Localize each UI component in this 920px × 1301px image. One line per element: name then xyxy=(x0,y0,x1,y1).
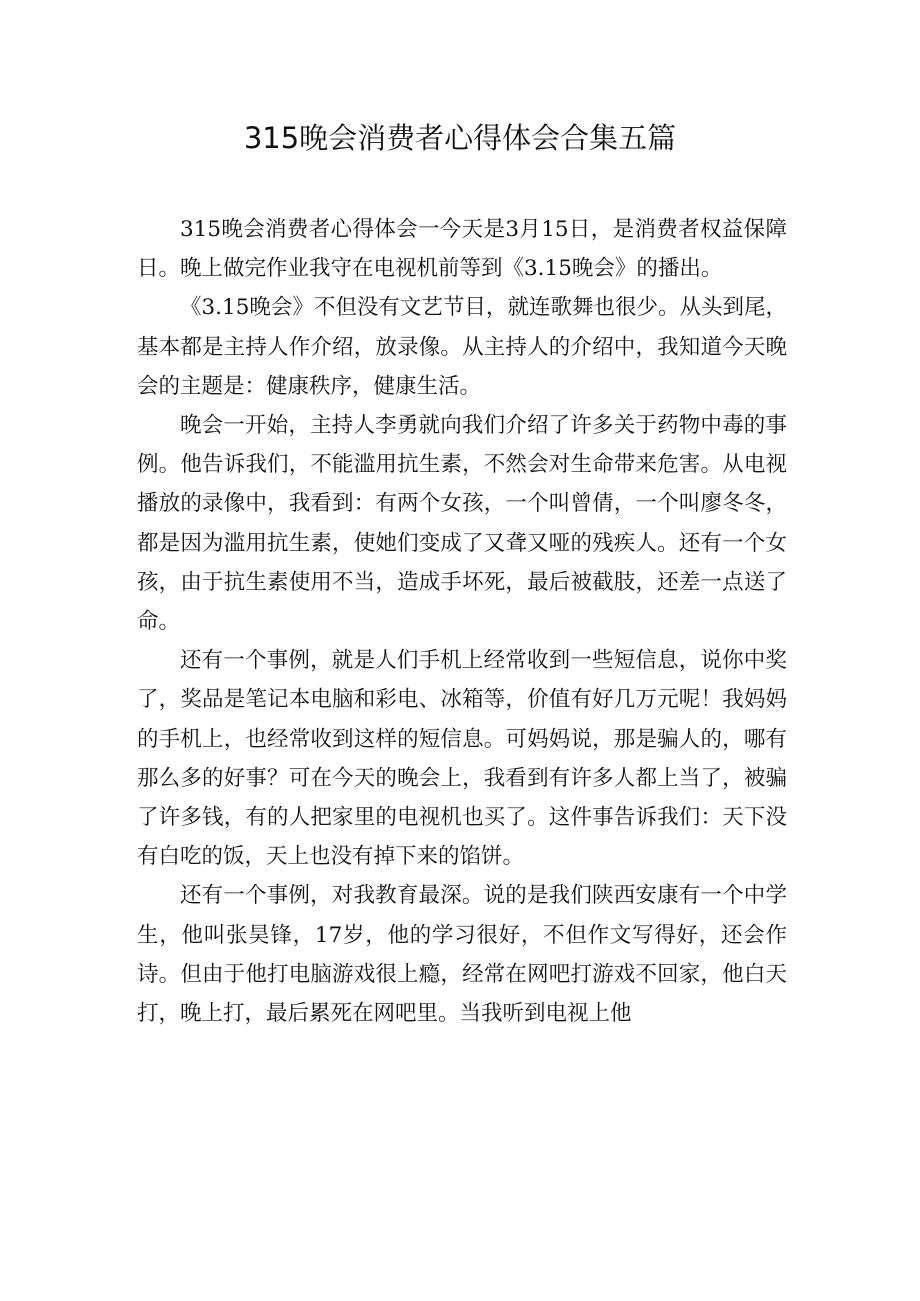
paragraph-2: 《3.15晚会》不但没有文艺节目，就连歌舞也很少。从头到尾，基本都是主持人作介绍，放录像。从主持人的介绍中，我知道今天晚会的主题是：健康秩序，健康生活。 xyxy=(137,295,787,399)
paragraph-4: 还有一个事例，就是人们手机上经常收到一些短信息，说你中奖了，奖品是笔记本电脑和彩电、冰箱等，价值有好几万元呢！我妈妈的手机上，也经常收到这样的短信息。可妈妈说，那是骗人的，哪有那么多的好事？可在今天的晚会上，我看到有许多人都上当了，被骗了许多钱，有的人把家里的电视机也买了。这件事告诉我们：天下没有白吃的饭，天上也没有掉下来的馅饼。 xyxy=(137,648,787,870)
document-body xyxy=(137,210,787,1033)
paragraph-1: 315晚会消费者心得体会一今天是3月15日，是消费者权益保障日。晚上做完作业我守在电视机前等到《3.15晚会》的播出。 xyxy=(137,217,787,282)
paragraph-3: 晚会一开始，主持人李勇就向我们介绍了许多关于药物中毒的事例。他告诉我们，不能滥用抗生素，不然会对生命带来危害。从电视播放的录像中，我看到：有两个女孩，一个叫曾倩，一个叫廖冬冬，都是因为滥用抗生素，使她们变成了又聋又哑的残疾人。还有一个女孩，由于抗生素使用不当，造成手坏死，最后被截肢，还差一点送了命。 xyxy=(137,413,787,635)
paragraph-5: 还有一个事例，对我教育最深。说的是我们陕西安康有一个中学生，他叫张昊锋，17岁，他的学习很好，不但作文写得好，还会作诗。但由于他打电脑游戏很上瘾，经常在网吧打游戏不回家，他白天打，晚上打，最后累死在网吧里。当我听到电视上他 xyxy=(137,883,787,1027)
document-title: 315晚会消费者心得体会合集五篇 xyxy=(243,121,677,155)
